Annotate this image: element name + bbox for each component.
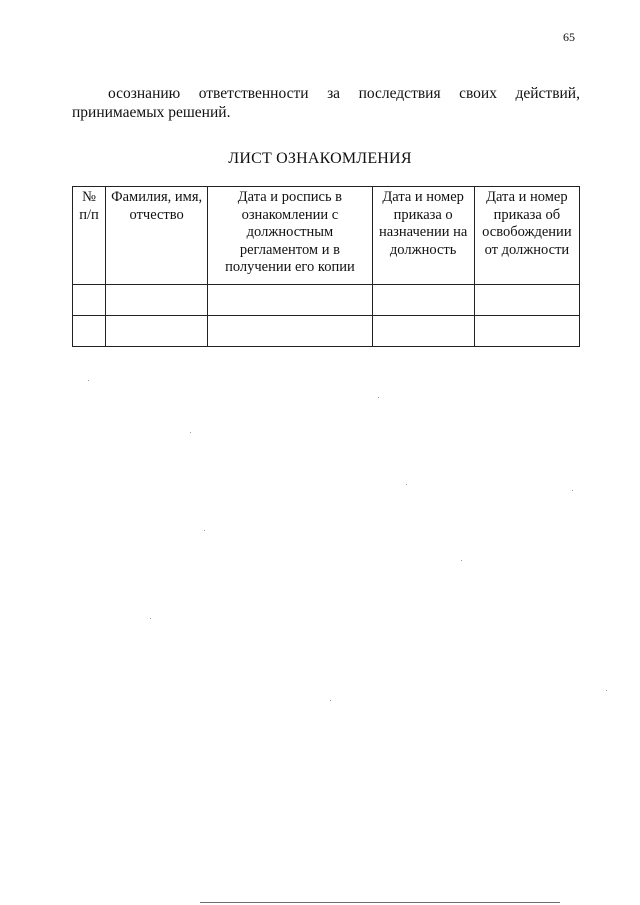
paragraph-word: осознанию xyxy=(108,85,181,102)
table-cell[interactable] xyxy=(106,285,208,316)
scan-speck xyxy=(378,397,379,398)
scan-speck xyxy=(606,690,607,691)
column-header-full-name: Фамилия, имя, отчество xyxy=(106,187,208,285)
table-row xyxy=(73,285,580,316)
scan-speck xyxy=(88,380,89,381)
acknowledgement-table xyxy=(72,186,580,347)
paragraph-word: действий, xyxy=(515,85,580,102)
paragraph-word: за xyxy=(327,85,341,102)
body-paragraph xyxy=(72,84,580,122)
table-cell[interactable] xyxy=(106,316,208,347)
table-cell[interactable] xyxy=(208,316,372,347)
scan-speck xyxy=(204,530,205,531)
scan-speck xyxy=(150,618,151,619)
table-cell[interactable] xyxy=(474,316,579,347)
sheet-title: ЛИСТ ОЗНАКОМЛЕНИЯ xyxy=(228,150,412,167)
scan-speck xyxy=(572,490,573,491)
scan-speck xyxy=(190,432,191,433)
column-header-number: № п/п xyxy=(73,187,106,285)
scan-speck xyxy=(406,484,407,485)
paragraph-word: последствия xyxy=(358,85,441,102)
paragraph-line-1 xyxy=(72,84,580,103)
scan-speck xyxy=(330,700,331,701)
table-row xyxy=(73,316,580,347)
table-cell[interactable] xyxy=(73,285,106,316)
paragraph-line-2: принимаемых решений. xyxy=(72,104,231,121)
table-cell[interactable] xyxy=(372,316,474,347)
paragraph-word: ответственности xyxy=(198,85,309,102)
column-header-appointment-order: Дата и номер приказа о назначении на должность xyxy=(372,187,474,285)
table-header-row xyxy=(73,187,580,285)
paragraph-word: своих xyxy=(459,85,497,102)
scan-edge-line xyxy=(200,902,560,903)
column-header-dismissal-order: Дата и номер приказа об освобождении от должности xyxy=(474,187,579,285)
column-header-signature-date: Дата и роспись в ознакомлении с должностным регламентом и в получении его копии xyxy=(208,187,372,285)
page-number: 65 xyxy=(563,30,575,44)
table-cell[interactable] xyxy=(73,316,106,347)
table-cell[interactable] xyxy=(474,285,579,316)
scan-speck xyxy=(461,560,462,561)
table-cell[interactable] xyxy=(372,285,474,316)
table-cell[interactable] xyxy=(208,285,372,316)
